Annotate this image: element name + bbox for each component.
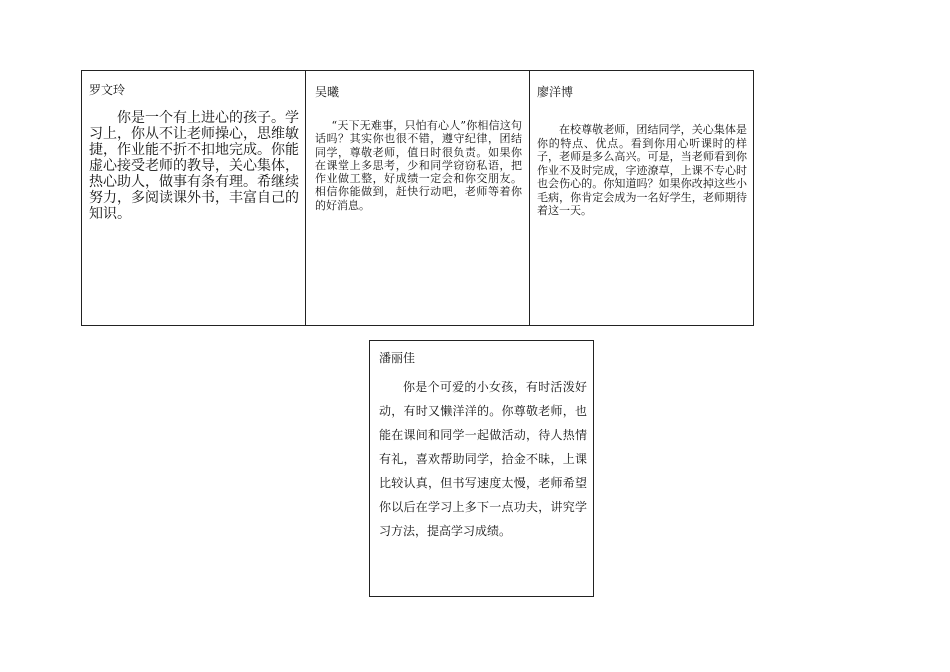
teacher-comment: “天下无难事，只怕有心人”你相信这句话吗？其实你也很不错，遵守纪律，团结同学，尊敬老师，值日时很负责。如果你在课堂上多思考，少和同学窃窃私语，把作业做工整，好成绩一定会和你交朋友。相信你能做到，赶快行动吧，老师等着你的好消息。 bbox=[315, 119, 522, 212]
teacher-comment: 在校尊敬老师，团结同学，关心集体是你的特点、优点。看到你用心听课时的样子，老师是多么高兴。可是，当老师看到你作业不及时完成，字迹潦草，上课不专心时也会伤心的。你知道吗？如果你改掉这些小毛病，你肯定会成为一名好学生，老师期待着这一天。 bbox=[537, 123, 747, 217]
student-name: 潘丽佳 bbox=[379, 351, 416, 365]
student-name: 吴曦 bbox=[315, 85, 340, 99]
student-name: 廖洋博 bbox=[537, 85, 574, 99]
comment-card-1 bbox=[81, 70, 306, 326]
comment-card-3 bbox=[529, 70, 754, 326]
student-name: 罗文玲 bbox=[89, 83, 126, 97]
teacher-comment: 你是个可爱的小女孩，有时活泼好动，有时又懒洋洋的。你尊敬老师，也能在课间和同学一起做活动，待人热情有礼，喜欢帮助同学，拾金不昧，上课比较认真，但书写速度太慢，老师希望你以后在学习上多下一点功夫，讲究学习方法，提高学习成绩。 bbox=[379, 380, 587, 538]
comment-card-2 bbox=[305, 70, 530, 326]
comment-card-4 bbox=[369, 340, 594, 597]
teacher-comment: 你是一个有上进心的孩子。学习上，你从不让老师操心，思维敏捷，作业能不折不扣地完成。你能虚心接受老师的教导，关心集体，热心助人，做事有条有理。希继续努力，多阅读课外书，丰富自己的知识。 bbox=[89, 110, 299, 222]
